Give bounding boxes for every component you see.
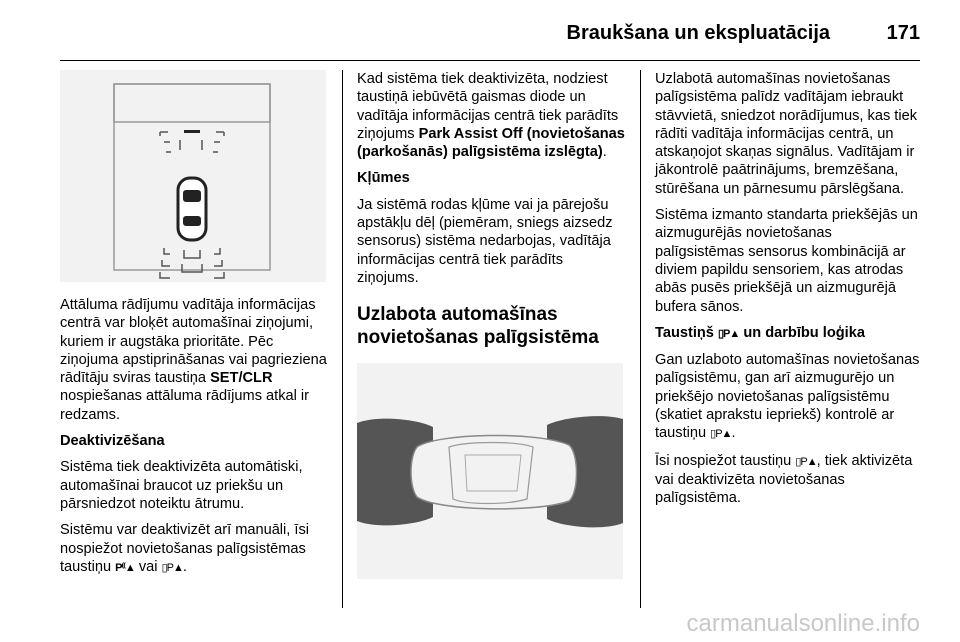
paragraph-auto-deactivation: Sistēma tiek deaktivizēta automātiski, automašīnai braucot uz priekšu un pārsniedzot noteiktu ātrumu. xyxy=(60,459,303,512)
paragraph-sensors: Sistēma izmanto standarta priekšējās un aizmugurējās novietošanas palīgsistēmas sensorus kombinācijā ar diviem papildu sensoriem, kas atrodas abās pusēs priekšējā un aizmugurējā bufera sānos. xyxy=(655,207,918,315)
car-top-view-icon xyxy=(411,436,577,509)
advanced-park-assist-button-icon: ▯P▲ xyxy=(795,455,817,468)
front-warning-bar xyxy=(184,130,200,133)
advanced-park-assist-button-icon: ▯P▲ xyxy=(717,327,740,340)
chapter-title: Braukšana un ekspluatācija xyxy=(566,22,830,44)
paragraph-manual-deactivation: Sistēmu var deaktivizēt arī manuāli, īsi nospiežot novietošanas palīgsistēmas taustiņu P⁽⁽▲ vai ▯P▲. xyxy=(60,522,309,575)
column-3 xyxy=(655,70,925,516)
paragraph-button-control: Gan uzlaboto automašīnas novietošanas palīgsistēmu, gan arī aizmugurējo un priekšējo novietošanas palīgsistēmu (skatiet aprakstu iepriekš) kontrolē ar taustiņu ▯P▲. xyxy=(655,352,920,442)
page-number: 171 xyxy=(886,22,920,44)
car-sensor-zones-illustration xyxy=(357,363,623,579)
distance-display-figure xyxy=(60,70,326,282)
advanced-park-assist-button-icon: ▯P▲ xyxy=(161,561,183,574)
car-icon xyxy=(178,178,206,240)
column-1 xyxy=(60,70,328,585)
section-title-advanced-park-assist: Uzlabota automašīnas novietošanas palīgsistēma xyxy=(357,304,599,349)
paragraph-advanced-intro: Uzlabotā automašīnas novietošanas palīgsistēma palīdz vadītājam iebraukt stāvvietā, sniedzot norādījumus, kas tiek rādīti vadītāja informācijas centrā, un atskaņojot skaņas signālus. Vadītājam ir jākontrolē paātrinājums, bremzēšana, stūrēšana un pārnesumu pārslēgšana. xyxy=(655,71,918,197)
parking-distance-display-illustration xyxy=(60,70,326,282)
watermark: carmanualsonline.info xyxy=(686,610,920,637)
column-2 xyxy=(357,70,625,579)
paragraph-deactivated-message: Kad sistēma tiek deaktivizēta, nodziest taustiņā iebūvētā gaismas diode un vadītāja informācijas centrā tiek parādīts ziņojums Park Assist Off (novietošanas (parkošanās) palīgsistēma izslēgta). xyxy=(357,71,625,161)
paragraph-short-press: Īsi nospiežot taustiņu ▯P▲, tiek aktivizēta vai deaktivizēta novietošanas palīgsistēma. xyxy=(655,452,913,507)
subhead-button-logic: Taustiņš ▯P▲ un darbību loģika xyxy=(655,324,865,341)
paragraph-distance-display: Attāluma rādījumu vadītāja informācijas centrā var bloķēt automašīnai ziņojumi, kuriem ir augstāka prioritāte. Pēc ziņojuma apstiprināšanas vai pagrieziena rādītāju sviras taustiņa SET/CLR nospiešanas attāluma rādījums atkal ir redzams. xyxy=(60,297,327,423)
sensor-coverage-figure xyxy=(357,363,623,579)
page-header xyxy=(60,14,920,61)
park-assist-button-icon: P⁽⁽▲ xyxy=(115,561,135,574)
subhead-deactivation: Deaktivizēšana xyxy=(60,433,165,450)
advanced-park-assist-button-icon: ▯P▲ xyxy=(710,428,732,441)
column-divider xyxy=(342,70,343,608)
paragraph-faults: Ja sistēmā rodas kļūme vai ja pārejošu apstākļu dēļ (piemēram, sniegs aizsedz sensorus) sistēma nedarbojas, vadītāja informācijas centrā tiek parādīts ziņojums. xyxy=(357,196,613,286)
subhead-faults: Kļūmes xyxy=(357,170,410,187)
column-divider xyxy=(640,70,641,608)
